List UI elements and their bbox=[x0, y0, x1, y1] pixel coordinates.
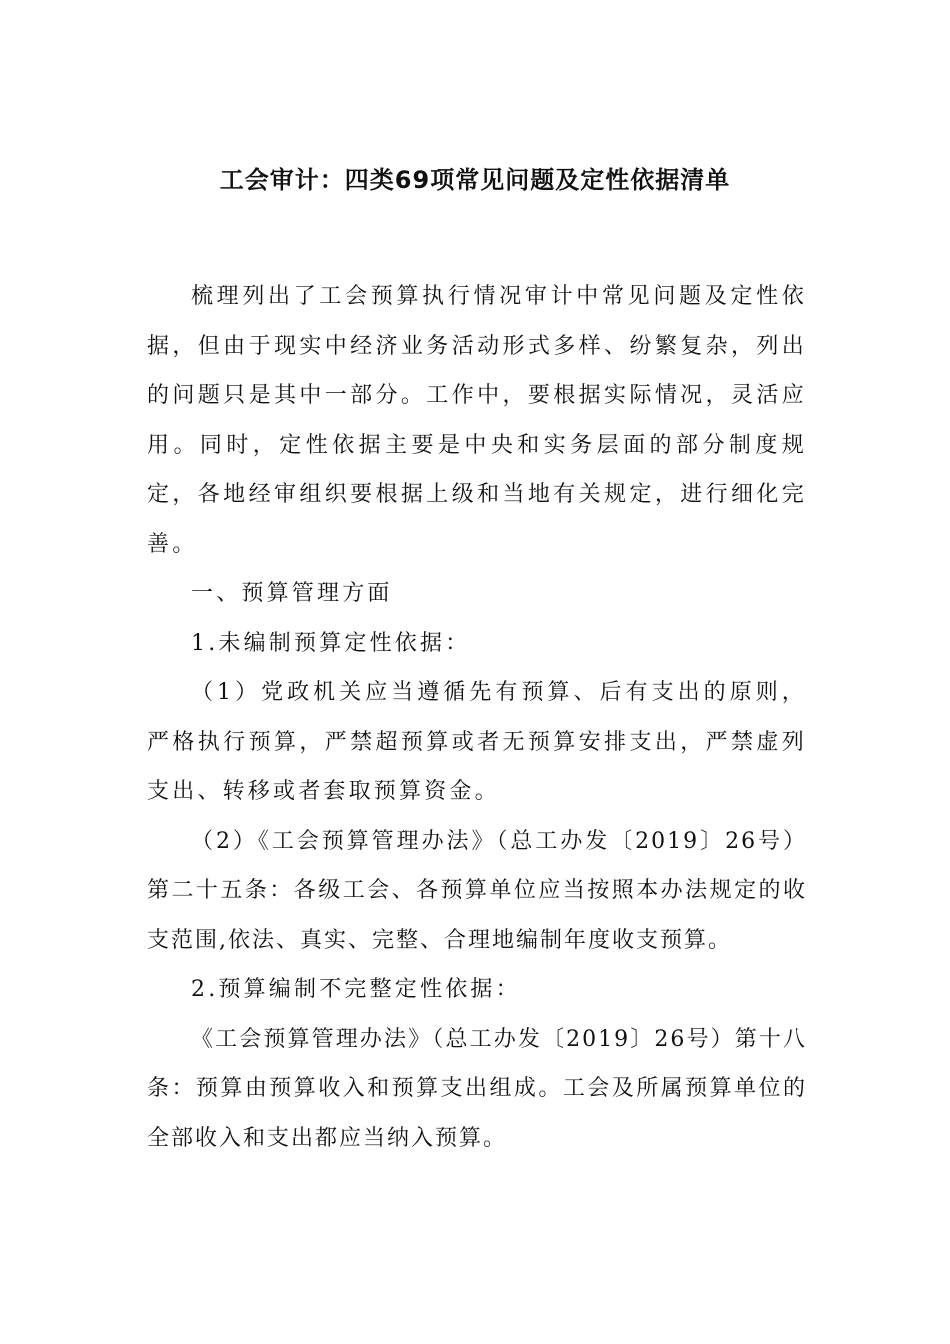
basis-paragraph-1: （1）党政机关应当遵循先有预算、后有支出的原则，严格执行预算，严禁超预算或者无预算安排支出，严禁虚列支出、转移或者套取预算资金。 bbox=[147, 680, 807, 804]
item-heading-no-budget: 1.未编制预算定性依据： bbox=[191, 630, 471, 656]
basis-paragraph-3: 《工会预算管理办法》（总工办发〔2019〕26号）第十八条：预算由预算收入和预算支出组成。工会及所属预算单位的全部收入和支出都应当纳入预算。 bbox=[147, 1026, 807, 1151]
document-body bbox=[147, 272, 807, 1163]
basis-paragraph-2: （2）《工会预算管理办法》（总工办发〔2019〕26号）第二十五条：各级工会、各预算单位应当按照本办法规定的收支范围,依法、真实、完整、合理地编制年度收支预算。 bbox=[147, 828, 807, 953]
section-heading-budget-management: 一、预算管理方面 bbox=[191, 581, 393, 606]
intro-paragraph: 梳理列出了工会预算执行情况审计中常见问题及定性依据，但由于现实中经济业务活动形式多样、纷繁复杂，列出的问题只是其中一部分。工作中，要根据实际情况，灵活应用。同时，定性依据主要是中央和实务层面的部分制度规定，各地经审组织要根据上级和当地有关规定，进行细化完善。 bbox=[147, 284, 807, 557]
item-heading-incomplete-budget: 2.预算编制不完整定性依据： bbox=[191, 977, 521, 1002]
document-title: 工会审计：四类69项常见问题及定性依据清单 bbox=[219, 166, 731, 194]
